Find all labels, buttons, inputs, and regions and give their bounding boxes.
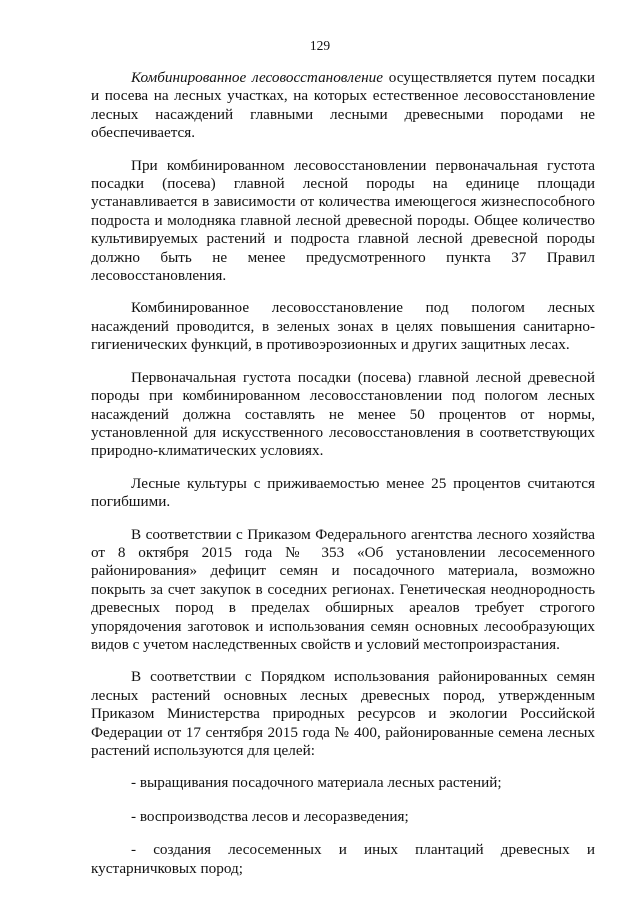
paragraph-text: В соответствии с Приказом Федерального агентства лесного хозяйства от 8 октября 2015 года № 353 «Об установлении лесосеменного районирования» дефицит семян и посадочного материала, возможно покрыть за счет закупок в соседних регионах. Генетическая неоднородность древесных пород в пределах обширных ареалов требует строгого упорядочения заготовок и использования семян основных лесообразующих видов с учетом наследственных свойств и условий местопроизрастания.	[91, 525, 595, 653]
paragraph-text: Комбинированное лесовосстановление под пологом лесных насаждений проводится, в зеленых зонах в целях повышения санитарно-гигиенических функций, в противоэрозионных и других защитных лесах.	[91, 299, 595, 354]
paragraph-order-353	[91, 526, 595, 655]
list-item: - воспроизводства лесов и лесоразведения;	[131, 807, 409, 825]
paragraph-text: При комбинированном лесовосстановлении первоначальная густота посадки (посева) главной лесной породы на единице площади устанавливается в зависимости от количества имеющегося жизнеспособного подроста и молодняка главной лесной древесной породы. Общее количество культивируемых растений и подроста главной лесной древесной породы должно быть не менее предусмотренного пункта 37 Правил лесовосстановления.	[91, 156, 595, 285]
paragraph-density-norm	[91, 369, 595, 461]
list-item: - выращивания посадочного материала лесных растений;	[131, 774, 502, 792]
paragraph-initial-density	[91, 157, 595, 286]
paragraph-combined-reforestation-definition	[91, 69, 595, 143]
paragraph-under-canopy	[91, 299, 595, 354]
paragraph-order-400	[91, 668, 595, 760]
list-item: - создания лесосеменных и иных плантаций древесных и кустарничковых пород;	[91, 841, 595, 877]
paragraph-survival-rate	[91, 475, 595, 512]
paragraph-text: В соответствии с Порядком использования районированных семян лесных растений основных лесных древесных пород, утвержденным Приказом Министерства природных ресурсов и экологии Российской Федерации от 17 сентября 2015 года № 400, районированные семена лесных растений используются для целей:	[91, 668, 595, 759]
paragraph-text: Первоначальная густота посадки (посева) главной лесной древесной породы при комбинированном лесовосстановлении под пологом лесных насаждений должна составлять не менее 50 процентов от нормы, установленной для искусственного лесовосстановления в соответствующих природно-климатических условиях.	[91, 368, 595, 460]
paragraph-text: Лесные культуры с приживаемостью менее 25 процентов считаются погибшими.	[91, 474, 595, 511]
italic-term: Комбинированное лесовосстановление	[131, 69, 384, 86]
page-number: 129	[309, 38, 331, 53]
paragraph-text: осуществляется путем посадки и посева на лесных участках, на которых естественное лесовосстановление лесных насаждений главными лесными древесными породами не обеспечивается.	[91, 69, 595, 142]
body-text	[91, 69, 595, 893]
